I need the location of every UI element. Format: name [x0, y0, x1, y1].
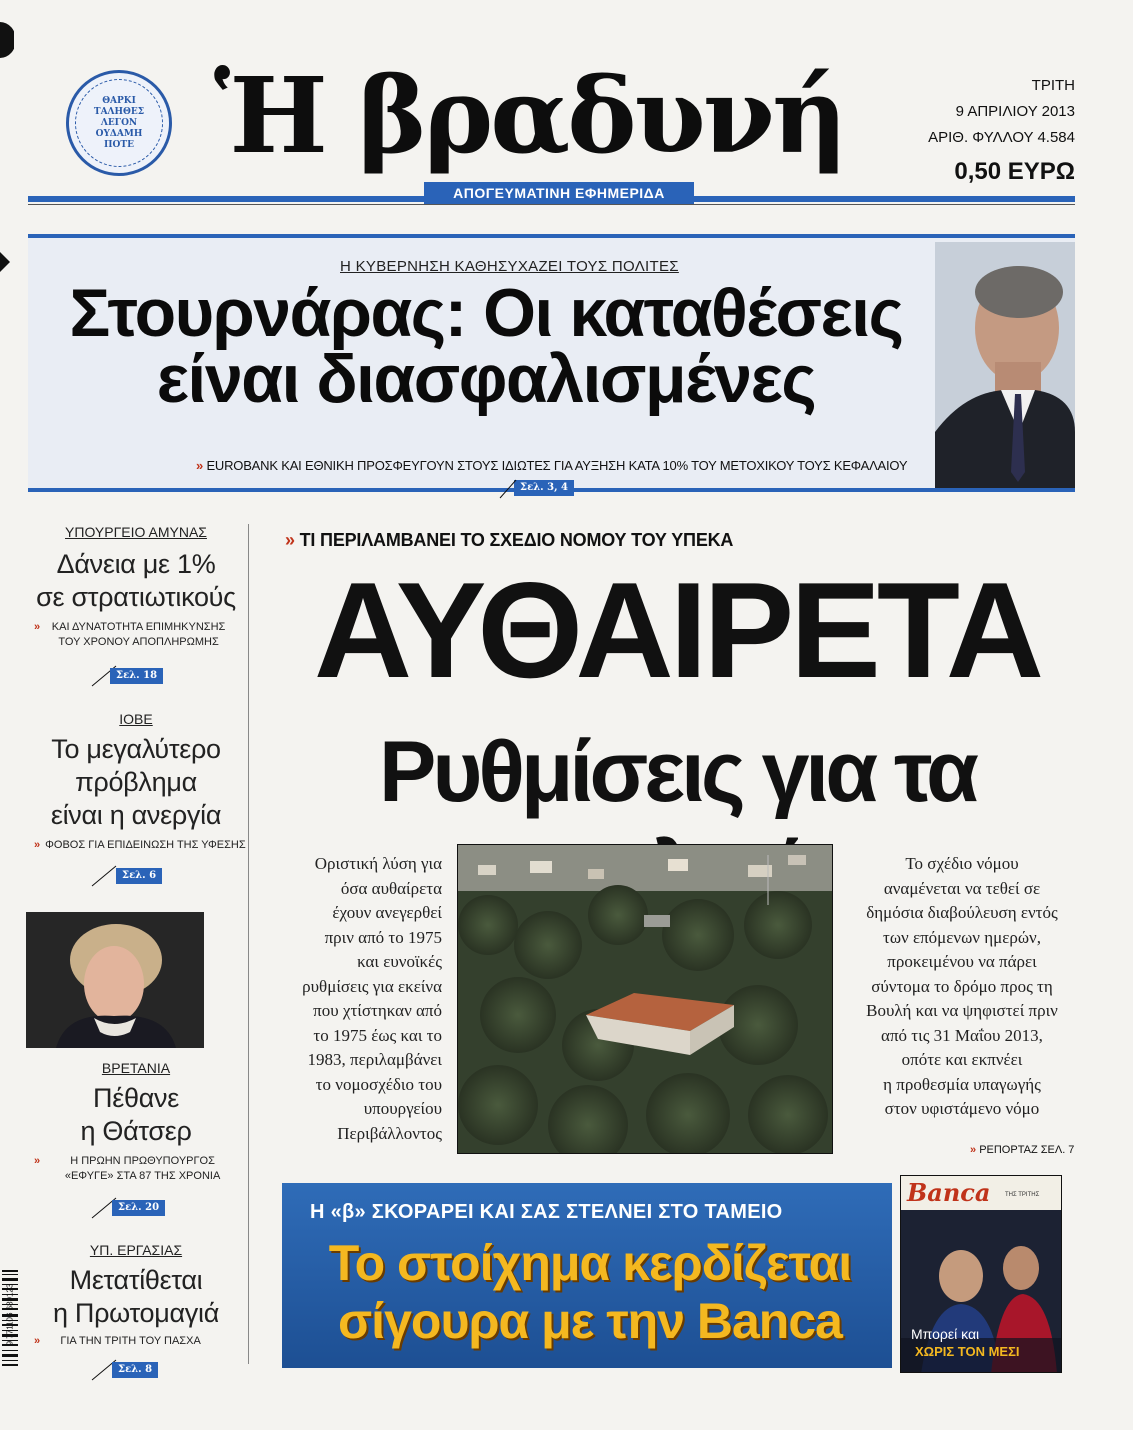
text-line: υπουργείου: [363, 1099, 442, 1118]
thatcher-photo: [26, 912, 204, 1048]
promo-kicker: Η «β» ΣΚΟΡΑΡΕΙ ΚΑΙ ΣΑΣ ΣΤΕΛΝΕΙ ΣΤΟ ΤΑΜΕΙΟ: [310, 1201, 783, 1223]
sidebar-headline-line: Το μεγαλύτερο: [51, 734, 221, 764]
double-arrow-icon: »: [285, 530, 295, 550]
sidebar-subline-text: Η ΠΡΩΗΝ ΠΡΩΘΥΠΟΥΡΓΟΣ «ΕΦΥΓΕ» ΣΤΑ 87 ΤΗΣ ΧΡΟΝΙΑ: [64, 1155, 221, 1182]
text-line: έχουν ανεγερθεί: [332, 903, 442, 922]
banca-small-text: ΤΗΣ ΤΡΙΤΗΣ: [1005, 1192, 1040, 1198]
sidebar-kicker: ΙΟΒΕ: [119, 711, 153, 727]
report-ref-text: ΡΕΠΟΡΤΑΖ ΣΕΛ. 7: [979, 1144, 1075, 1156]
sidebar-story-defense[interactable]: [26, 524, 246, 650]
portrait-illustration: [935, 242, 1075, 488]
main-kicker: [285, 530, 733, 551]
lead-subline: [196, 458, 907, 473]
sidebar-kicker: ΥΠ. ΕΡΓΑΣΙΑΣ: [89, 1242, 183, 1258]
promo-headline-line: Το στοίχημα κερδίζεται: [328, 1235, 852, 1291]
sidebar-headline-line: είναι η ανεργία: [50, 800, 222, 830]
promo-headline: [290, 1234, 890, 1350]
text-line: προκειμένου να πάρει: [887, 952, 1037, 971]
text-line: η προθεσμία υπαγωγής: [883, 1074, 1041, 1094]
sidebar-story-labor[interactable]: [26, 1242, 246, 1349]
sidebar-headline: [26, 1264, 246, 1330]
sidebar-subline-text: ΓΙΑ ΤΗΝ ΤΡΙΤΗ ΤΟΥ ΠΑΣΧΑ: [60, 1335, 201, 1347]
seal-line: ΟΥΔΑΜΗ: [95, 128, 143, 139]
lead-headline[interactable]: [36, 275, 936, 417]
sidebar-kicker: ΥΠΟΥΡΓΕΙΟ ΑΜΥΝΑΣ: [65, 524, 207, 540]
seal-line: ΤΑΛΗΘΕΣ: [93, 106, 145, 117]
lead-subline-text: EUROBANK ΚΑΙ ΕΘΝΙΚΗ ΠΡΟΣΦΕΥΓΟΥΝ ΣΤΟΥΣ ΙΔΙΩΤΕΣ ΓΙΑ ΑΥΞΗΣΗ ΚΑΤΑ 10% ΤΟΥ ΜΕΤΟΧΙΚΟΥ ΤΟΥΣ ΚΕΦΑΛΑΙΟΥ: [206, 458, 908, 473]
sidebar-headline-line: σε στρατιωτικούς: [36, 582, 236, 612]
text-line: το 1975 έως και το: [313, 1025, 442, 1045]
slash-decoration: [498, 478, 518, 500]
sidebar-headline-line: Μετατίθεται: [69, 1265, 203, 1295]
double-arrow-icon: »: [34, 1335, 41, 1347]
main-left-column: [266, 852, 442, 1146]
seal-line: ΛΕΓΟΝ: [100, 117, 138, 128]
text-line: 1983, περιλαμβάνει: [307, 1050, 442, 1069]
registration-mark-icon: [0, 22, 14, 58]
lead-page-ref[interactable]: Σελ. 3, 4: [514, 480, 574, 496]
sidebar-subline: [26, 1154, 246, 1184]
column-divider: [248, 524, 249, 1364]
sidebar-headline-line: η Πρωτομαγιά: [52, 1298, 220, 1328]
sidebar-headline: [26, 548, 246, 614]
edge-arrow-icon: [0, 252, 10, 272]
sidebar-subline-text: ΚΑΙ ΔΥΝΑΤΟΤΗΤΑ ΕΠΙΜΗΚΥΝΣΗΣ ΤΟΥ ΧΡΟΝΟΥ ΑΠΟΠΛΗΡΩΜΗΣ: [51, 621, 226, 648]
promo-headline-line: σίγουρα με την Banca: [338, 1293, 842, 1349]
banca-caption-2: ΧΩΡΙΣ ΤΟΝ ΜΕΣΙ: [915, 1344, 1020, 1359]
sidebar-subline: [26, 620, 246, 650]
text-line: που χτίστηκαν από: [313, 1001, 442, 1020]
text-line: σύντομα το δρόμο προς τη: [871, 976, 1053, 996]
double-arrow-icon: »: [34, 621, 41, 633]
report-ref[interactable]: [970, 1144, 1074, 1156]
sidebar-subline: [26, 838, 246, 853]
text-line: αναμένεται να τεθεί σε: [883, 878, 1041, 898]
text-line: δημόσια διαβούλευση εντός: [866, 903, 1058, 922]
issue-number: ΑΡΙΘ. ΦΥΛΛΟΥ 4.584: [928, 129, 1075, 146]
sidebar-page-ref[interactable]: Σελ. 8: [112, 1362, 158, 1378]
issue-day: ΤΡΙΤΗ: [1031, 77, 1075, 94]
main-headline[interactable]: ΑΥΘΑΙΡΕΤΑ: [313, 554, 1041, 706]
sidebar-page-ref[interactable]: Σελ. 18: [110, 668, 163, 684]
text-line: ρυθμίσεις για εκείνα: [302, 976, 442, 996]
thatcher-illustration: [26, 912, 204, 1048]
sidebar-headline-line: πρόβλημα: [75, 767, 197, 797]
sidebar-story-iobe[interactable]: [26, 711, 246, 853]
text-line: Βουλή και να ψηφιστεί πριν: [866, 1001, 1058, 1020]
seal-line: ΠΟΤΕ: [104, 139, 134, 150]
text-line: των επόμενων ημερών,: [883, 927, 1041, 947]
seal-logo: [66, 70, 172, 176]
double-arrow-icon: »: [34, 839, 41, 851]
sidebar-headline: [26, 733, 246, 832]
sidebar-headline-line: η Θάτσερ: [80, 1116, 192, 1146]
main-kicker-text: ΤΙ ΠΕΡΙΛΑΜΒΑΝΕΙ ΤΟ ΣΧΕΔΙΟ ΝΟΜΟΥ ΤΟΥ ΥΠΕΚΑ: [299, 530, 734, 550]
newspaper-title: Ἡ βραδυνή: [214, 54, 845, 177]
text-line: Το σχέδιο νόμου: [905, 854, 1019, 873]
double-arrow-icon: »: [196, 458, 204, 473]
sidebar-headline: [26, 1082, 246, 1148]
banca-supplement-cover[interactable]: [900, 1175, 1062, 1373]
text-line: στον υφιστάμενο νόμο: [884, 1099, 1040, 1118]
banca-caption: Μπορεί και: [911, 1326, 980, 1342]
text-line: όσα αυθαίρετα: [340, 878, 442, 898]
main-subheadline: Ρυθμίσεις για τα: [379, 724, 975, 820]
seal-line: ΘΑΡΚΙ: [102, 95, 136, 106]
sidebar-subline: [26, 1334, 246, 1349]
main-right-column: [852, 852, 1072, 1122]
text-line: από τις 31 Μαΐου 2013,: [881, 1025, 1043, 1045]
tagline: ΑΠΟΓΕΥΜΑΤΙΝΗ ΕΦΗΜΕΡΙΔΑ: [424, 182, 694, 204]
minister-portrait: [935, 242, 1075, 488]
lead-headline-line2: είναι διασφαλισμένες: [156, 341, 816, 417]
sidebar-headline-line: Πέθανε: [93, 1083, 179, 1113]
main-aerial-photo: [457, 844, 833, 1154]
sidebar-headline-line: Δάνεια με 1%: [56, 549, 216, 579]
price: 0,50 ΕΥΡΩ: [954, 158, 1075, 185]
issue-date: 9 ΑΠΡΙΛΙΟΥ 2013: [955, 103, 1075, 120]
sidebar-subline-text: ΦΟΒΟΣ ΓΙΑ ΕΠΙΔΕΙΝΩΣΗ ΤΗΣ ΥΦΕΣΗΣ: [45, 839, 246, 851]
text-line: Περιβάλλοντος: [337, 1123, 442, 1143]
sidebar-kicker: ΒΡΕΤΑΝΙΑ: [101, 1060, 171, 1076]
banca-logo: Banca: [907, 1178, 991, 1207]
lead-kicker: Η ΚΥΒΕΡΝΗΣΗ ΚΑΘΗΣΥΧΑΖΕΙ ΤΟΥΣ ΠΟΛΙΤΕΣ: [340, 258, 679, 275]
sidebar-page-ref[interactable]: Σελ. 6: [116, 868, 162, 884]
double-arrow-icon: »: [970, 1144, 977, 1156]
aerial-illustration: [458, 845, 833, 1154]
double-arrow-icon: »: [34, 1155, 41, 1167]
text-line: το νομοσχέδιο του: [315, 1074, 442, 1094]
text-line: Οριστική λύση για: [314, 854, 442, 873]
text-line: πριν από το 1975: [324, 927, 442, 947]
sidebar-page-ref[interactable]: Σελ. 20: [112, 1200, 165, 1216]
sidebar-story-thatcher[interactable]: [26, 1060, 246, 1184]
text-line: και ευνοϊκές: [357, 952, 442, 971]
text-line: οπότε και εκπνέει: [901, 1050, 1023, 1069]
lead-headline-line1: Στουρνάρας: Οι καταθέσεις: [69, 275, 903, 351]
masthead-rule-thin: [28, 204, 1075, 205]
barcode-number: 9 771106 689123: [5, 1283, 15, 1346]
